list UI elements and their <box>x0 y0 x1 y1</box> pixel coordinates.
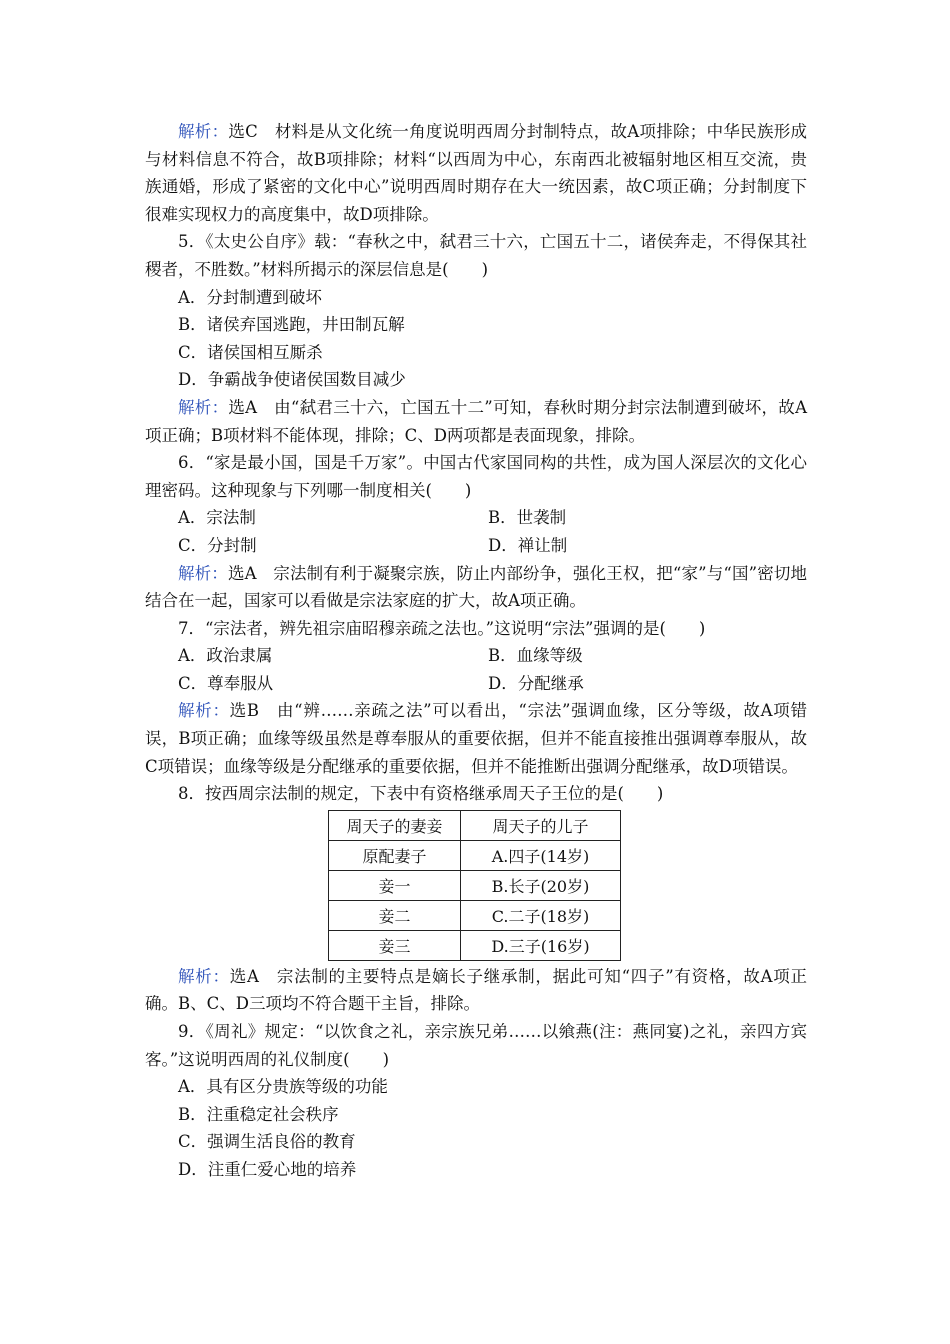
table-cell: 妾三 <box>329 930 461 960</box>
q9-option-d: D．注重仁爱心地的培养 <box>178 1160 357 1179</box>
q7-option-c: C．尊奉服从 <box>178 673 274 693</box>
q5-analysis: 解析：选A 由“弑君三十六，亡国五十二”可知，春秋时期分封宗法制遭到破坏，故A项正确；B项材料不能体现，排除；C、D两项都是表面现象，排除。 <box>145 397 808 445</box>
document-page <box>145 118 807 1184</box>
q5-option-a: A．分封制遭到破坏 <box>178 287 322 307</box>
analysis-label: 解析： <box>178 701 230 721</box>
q7-analysis: 解析：选B 由“辨……亲疏之法”可以看出，“宗法”强调血缘，区分等级，故A项错误，B项正确；血缘等级虽然是尊奉服从的重要依据，但并不能直接推出强调尊奉服从，故C项错误；血缘等级是分配继承的重要依据，但并不能推断出强调分配继承，故D项错误。 <box>145 701 807 776</box>
q9-option-c: C．强调生活良俗的教育 <box>178 1132 356 1152</box>
table-row <box>329 900 621 930</box>
q5-stem: 5．《太史公自序》载：“春秋之中，弑君三十六，亡国五十二，诸侯奔走，不得保其社稷者，不胜数。”材料所揭示的深层信息是( ) <box>145 232 807 279</box>
q7-option-b: B．血缘等级 <box>488 646 583 666</box>
analysis-label: 解析： <box>178 122 229 141</box>
table-row <box>329 840 621 870</box>
q7-option-a: A．政治隶属 <box>178 646 273 666</box>
q4-analysis: 解析：选C 材料是从文化统一角度说明西周分封制特点，故A项排除；中华民族形成与材料信息不符合，故B项排除；材料“以西周为中心，东南西北被辐射地区相互交流，贵族通婚，形成了紧密的文化中心”说明西周时期存在大一统因素，故C项正确；分封制度下很难实现权力的高度集中，故D项排除。 <box>145 122 808 224</box>
q8-stem: 8．按西周宗法制的规定，下表中有资格继承周天子王位的是( ) <box>178 784 664 804</box>
q5-option-c: C．诸侯国相互厮杀 <box>178 342 323 362</box>
analysis-label: 解析： <box>178 397 229 417</box>
table-cell: C.二子(18岁) <box>461 900 621 930</box>
table-row <box>329 870 621 900</box>
q6-analysis: 解析：选A 宗法制有利于凝聚宗族，防止内部纷争，强化王权，把“家”与“国”密切地结合在一起，国家可以看做是宗法家庭的扩大，故A项正确。 <box>145 563 807 611</box>
table-cell: 妾一 <box>329 870 461 900</box>
table-cell: 妾二 <box>329 900 461 930</box>
q6-option-c: C．分封制 <box>178 535 257 555</box>
table-header-row <box>329 810 621 840</box>
q5-option-d: D．争霸战争使诸侯国数目减少 <box>178 370 406 390</box>
table-cell: D.三子(16岁) <box>461 930 621 960</box>
q9-stem: 9．《周礼》规定：“以饮食之礼，亲宗族兄弟……以飨燕(注：燕同宴)之礼，亲四方宾客。”这说明西周的礼仪制度( ) <box>145 1022 807 1069</box>
table-cell: B.长子(20岁) <box>461 870 621 900</box>
q7-option-d: D．分配继承 <box>488 673 584 693</box>
table-row <box>329 930 621 960</box>
q7-options-row-2 <box>145 670 807 698</box>
q8-table <box>328 810 621 961</box>
table-header-cell: 周天子的妻妾 <box>329 810 461 840</box>
analysis-label: 解析： <box>178 966 230 986</box>
q7-stem: 7．“宗法者，辨先祖宗庙昭穆亲疏之法也。”这说明“宗法”强调的是( ) <box>178 618 706 638</box>
q6-option-b: B．世袭制 <box>488 508 567 528</box>
table-header-cell: 周天子的儿子 <box>461 810 621 840</box>
q5-option-b: B．诸侯弃国逃跑，井田制瓦解 <box>178 315 405 335</box>
table-cell: A.四子(14岁) <box>461 840 621 870</box>
q6-options-row-1 <box>145 504 807 532</box>
q7-options-row-1 <box>145 642 807 670</box>
q6-options-row-2 <box>145 532 807 560</box>
analysis-label: 解析： <box>178 563 228 583</box>
table-cell: 原配妻子 <box>329 840 461 870</box>
q6-stem: 6．“家是最小国，国是千万家”。中国古代家国同构的共性，成为国人深层次的文化心理密码。这种现象与下列哪一制度相关( ) <box>145 453 807 500</box>
q9-option-a: A．具有区分贵族等级的功能 <box>178 1077 388 1097</box>
q9-option-b: B．注重稳定社会秩序 <box>178 1104 339 1124</box>
q8-analysis: 解析：选A 宗法制的主要特点是嫡长子继承制，据此可知“四子”有资格，故A项正确。B、C、D三项均不符合题干主旨，排除。 <box>145 966 808 1014</box>
q6-option-d: D．禅让制 <box>488 535 568 555</box>
q6-option-a: A．宗法制 <box>178 508 256 528</box>
